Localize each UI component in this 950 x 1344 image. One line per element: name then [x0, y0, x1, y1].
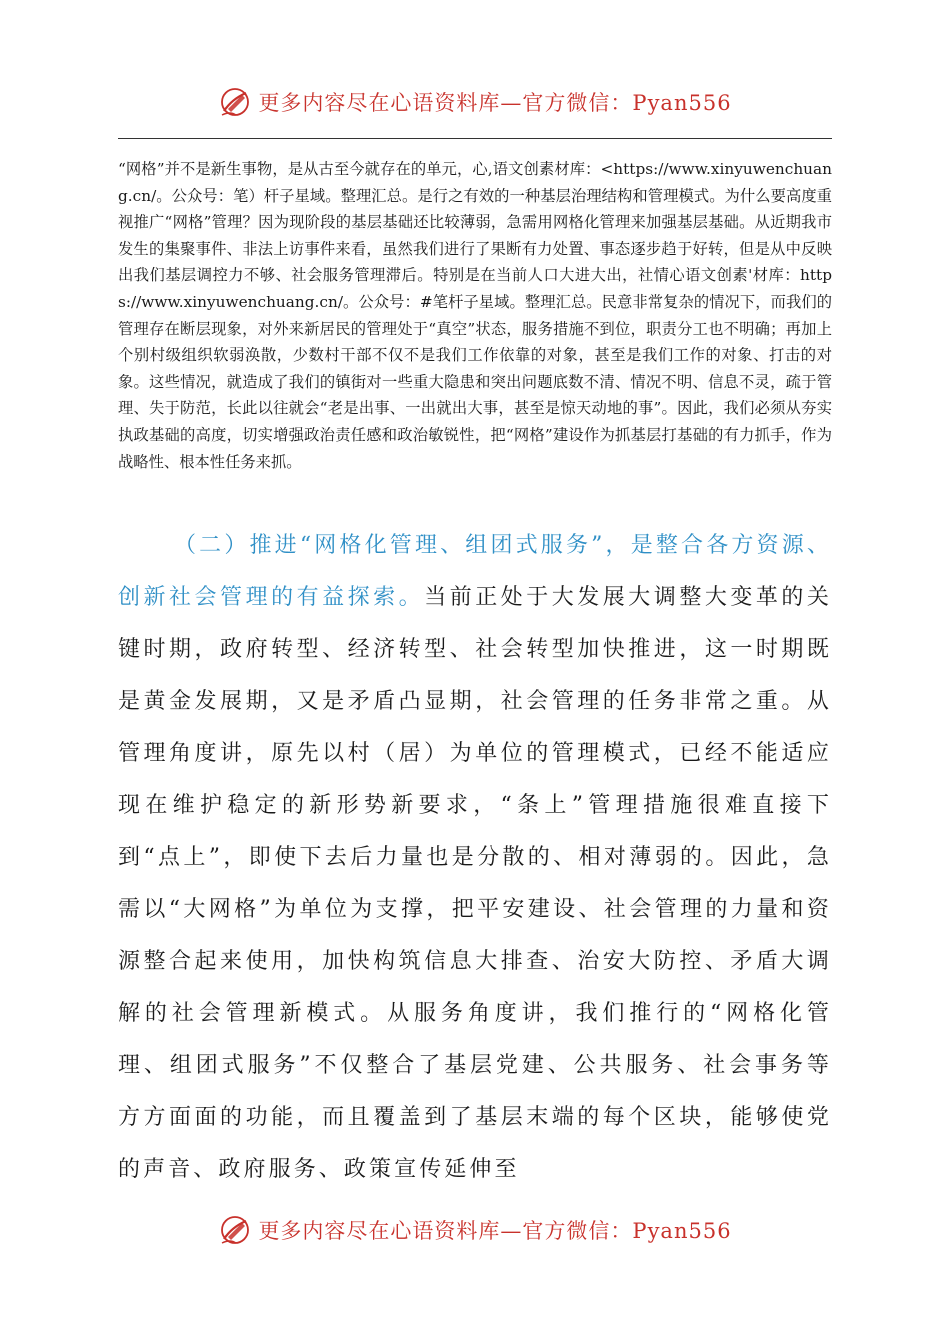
pen-scroll-logo-icon: [218, 1213, 252, 1247]
section-heading: （二）推进“网格化管理、组团式服务”，是整合各方资源、创新社会管理的有益探索。: [118, 533, 832, 610]
banner-text: 更多内容尽在心语资料库—官方微信：Pyan556: [258, 1219, 732, 1243]
header-divider: [118, 138, 832, 139]
pen-scroll-logo-icon: [218, 85, 252, 119]
banner-text: 更多内容尽在心语资料库—官方微信：Pyan556: [258, 91, 732, 115]
body-paragraph-large: [118, 520, 832, 1196]
footer-banner: [0, 1208, 950, 1252]
header-banner: [0, 80, 950, 124]
section-body: 当前正处于大发展大调整大变革的关键时期，政府转型、经济转型、社会转型加快推进，这一时期既是黄金发展期，又是矛盾凸显期，社会管理的任务非常之重。从管理角度讲，原先以村（居）为单位的管理模式，已经不能适应现在维护稳定的新形势新要求，“条上”管理措施很难直接下到“点上”，即使下去后力量也是分散的、相对薄弱的。因此，急需以“大网格”为单位为支撑，把平安建设、社会管理的力量和资源整合起来使用，加快构筑信息大排查、治安大防控、矛盾大调解的社会管理新模式。从服务角度讲，我们推行的“网格化管理、组团式服务”不仅整合了基层党建、公共服务、社会事务等方方面面的功能，而且覆盖到了基层末端的每个区块，能够使党的声音、政府服务、政策宣传延伸至: [118, 585, 833, 1182]
body-paragraph-small: “网格”并不是新生事物，是从古至今就存在的单元，心,语文创素材库：<https://www.xinyuwenchuang.cn/。公众号：笔）杆子星域。整理汇总。是行之有效的一种基层治理结构和管理模式。为什么要高度重视推广“网格”管理？因为现阶段的基层基础还比较薄弱，急需用网格化管理来加强基层基础。从近期我市发生的集聚事件、非法上访事件来看，虽然我们进行了果断有力处置、事态逐步趋于好转，但是从中反映出我们基层调控力不够、社会服务管理滞后。特别是在当前人口大进大出，社情心语文创素'材库：https://www.xinyuwenchuang.cn/。公众号：#笔杆子星域。整理汇总。民意非常复杂的情况下，而我们的管理存在断层现象，对外来新居民的管理处于“真空”状态，服务措施不到位，职责分工也不明确；再加上个别村级组织软弱涣散，少数村干部不仅不是我们工作依靠的对象，甚至是我们工作的对象、打击的对象。这些情况，就造成了我们的镇街对一些重大隐患和突出问题底数不清、情况不明、信息不灵，疏于管理、失于防范，长此以往就会“老是出事、一出就出大事，甚至是惊天动地的事”。因此，我们必须从夯实执政基础的高度，切实增强政治责任感和政治敏锐性，把“网格”建设作为抓基层打基础的有力抓手，作为战略性、根本性任务来抓。: [118, 160, 832, 471]
